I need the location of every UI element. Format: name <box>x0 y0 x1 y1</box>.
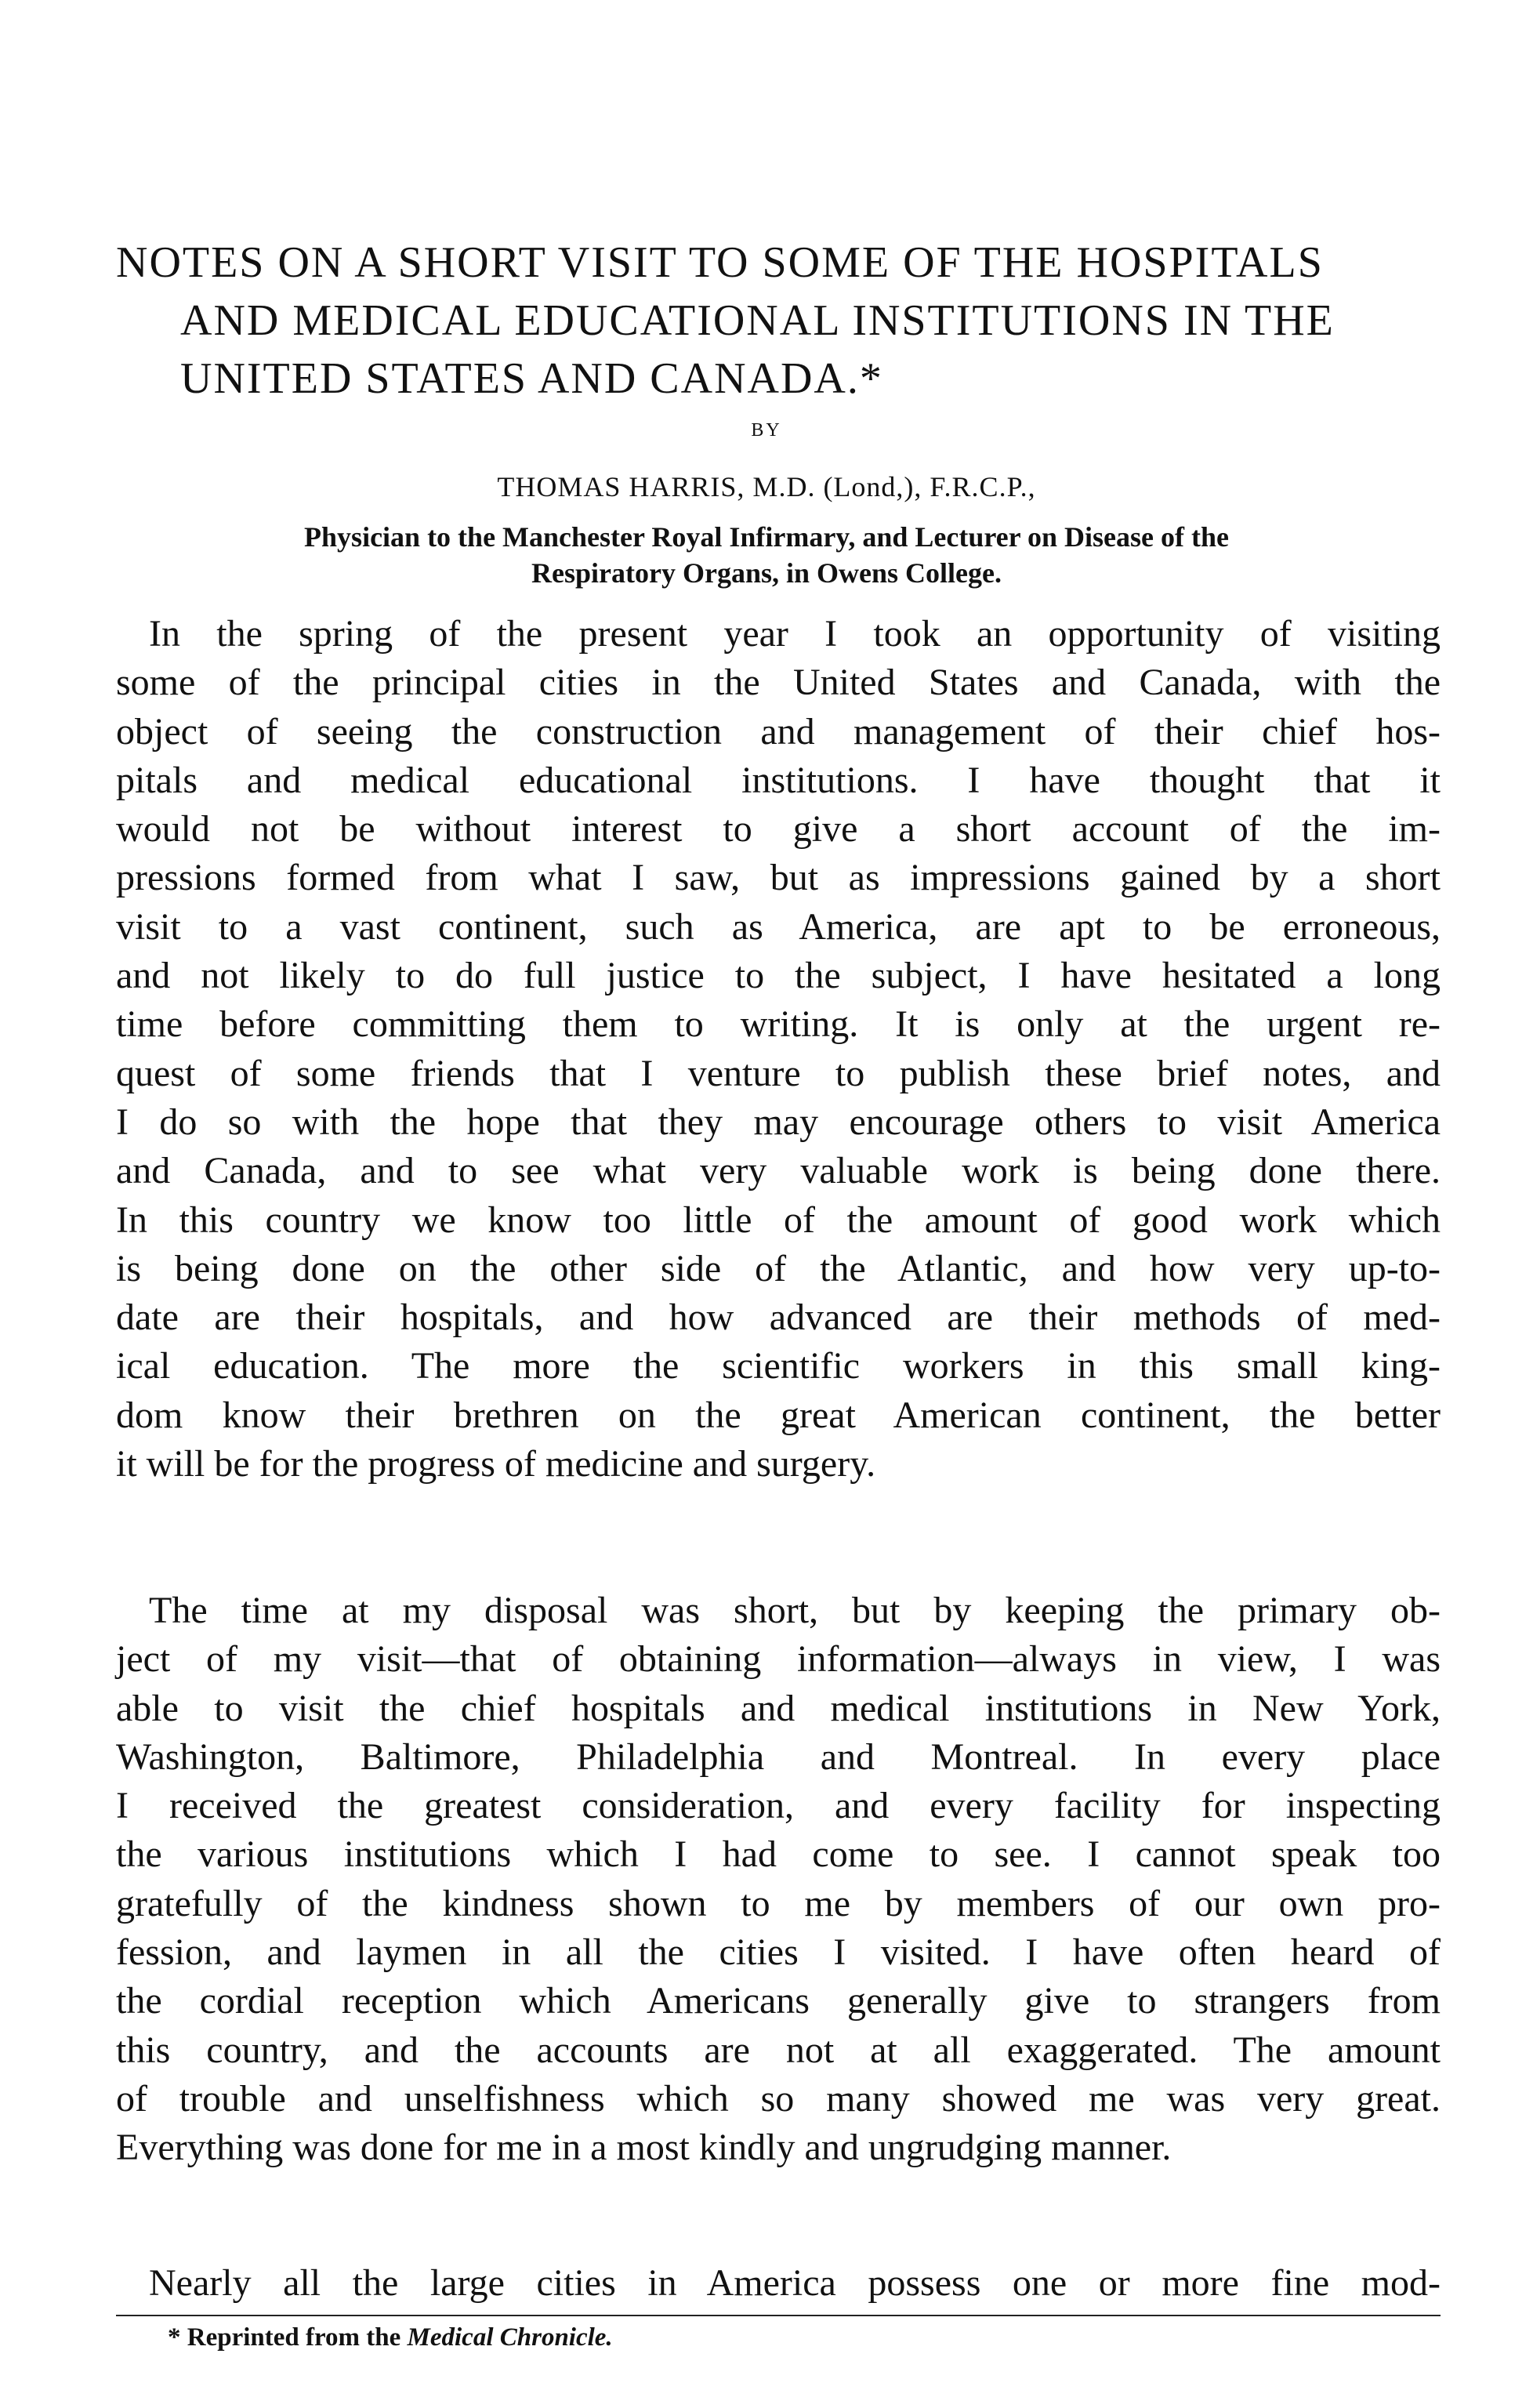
paragraph-1 <box>116 610 1441 1489</box>
text-line: date are their hospitals, and how advanced are their methods of med- <box>116 1296 1441 1339</box>
text-line: The time at my disposal was short, but by keeping the primary ob- <box>149 1590 1441 1631</box>
author-affiliation <box>125 519 1408 591</box>
text-line: ical education. The more the scientific workers in this small king- <box>116 1345 1441 1387</box>
affiliation-line: Respiratory Organs, in Owens College. <box>531 557 1002 589</box>
title-line: UNITED STATES AND CANADA.* <box>180 354 883 403</box>
text-line: and Canada, and to see what very valuable work is being done there. <box>116 1150 1441 1192</box>
footnote <box>168 2320 613 2355</box>
author-name: THOMAS HARRIS, M.D. (Lond,), F.R.C.P., <box>497 471 1036 502</box>
text-line: of trouble and unselfishness which so many showed me was very great. <box>116 2077 1441 2120</box>
text-line: is being done on the other side of the Atlantic, and how very up-to- <box>116 1247 1441 1289</box>
text-line: and not likely to do full justice to the subject, I have hesitated a long <box>116 955 1441 997</box>
title-line: NOTES ON A SHORT VISIT TO SOME OF THE HOSPITALS <box>116 238 1324 287</box>
text-line: quest of some friends that I venture to publish these brief notes, and <box>116 1052 1441 1094</box>
text-line: Everything was done for me in a most kindly and ungrudging manner. <box>116 2127 1172 2169</box>
footnote-source: Medical Chronicle. <box>407 2323 613 2352</box>
paragraph-2 <box>116 1587 1441 2173</box>
text-line: pitals and medical educational institutions. I have thought that it <box>116 759 1441 801</box>
text-line: In the spring of the present year I took an opportunity of visiting <box>149 613 1441 655</box>
text-line: dom know their brethren on the great American continent, the better <box>116 1394 1441 1436</box>
text-line: it will be for the progress of medicine and surgery. <box>116 1443 876 1485</box>
footnote-prefix: * Reprinted from the <box>168 2323 401 2352</box>
text-line: visit to a vast continent, such as America, are apt to be erroneous, <box>116 905 1441 948</box>
text-line: would not be without interest to give a short account of the im- <box>116 808 1441 850</box>
paragraph-3 <box>116 2259 1441 2308</box>
text-line: the various institutions which I had come to see. I cannot speak too <box>116 1833 1441 1876</box>
text-line: I do so with the hope that they may encourage others to visit America <box>116 1101 1441 1143</box>
text-line: able to visit the chief hospitals and medical institutions in New York, <box>116 1687 1441 1729</box>
text-line: some of the principal cities in the United States and Canada, with the <box>116 662 1441 704</box>
text-line: object of seeing the construction and management of their chief hos- <box>116 710 1441 752</box>
text-line: Washington, Baltimore, Philadelphia and Montreal. In every place <box>116 1735 1441 1778</box>
affiliation-line: Physician to the Manchester Royal Infirmary, and Lecturer on Disease of the <box>304 521 1229 553</box>
text-line: fession, and laymen in all the cities I visited. I have often heard of <box>116 1931 1441 1974</box>
footnote-divider <box>116 2315 1441 2316</box>
text-line: In this country we know too little of the amount of good work which <box>116 1199 1441 1241</box>
text-line: Nearly all the large cities in America possess one or more fine mod- <box>149 2262 1441 2304</box>
article-title <box>116 234 1464 408</box>
text-line: I received the greatest consideration, and every facility for inspecting <box>116 1785 1441 1827</box>
title-line: AND MEDICAL EDUCATIONAL INSTITUTIONS IN THE <box>180 296 1335 345</box>
byline: BY <box>751 420 782 441</box>
text-line: gratefully of the kindness shown to me by members of our own pro- <box>116 1882 1441 1924</box>
text-line: the cordial reception which Americans generally give to strangers from <box>116 1980 1441 2022</box>
text-line: this country, and the accounts are not at all exaggerated. The amount <box>116 2029 1441 2071</box>
text-line: pressions formed from what I saw, but as impressions gained by a short <box>116 857 1441 899</box>
text-line: ject of my visit—that of obtaining information—always in view, I was <box>116 1638 1441 1681</box>
text-line: time before committing them to writing. It is only at the urgent re- <box>116 1003 1441 1046</box>
